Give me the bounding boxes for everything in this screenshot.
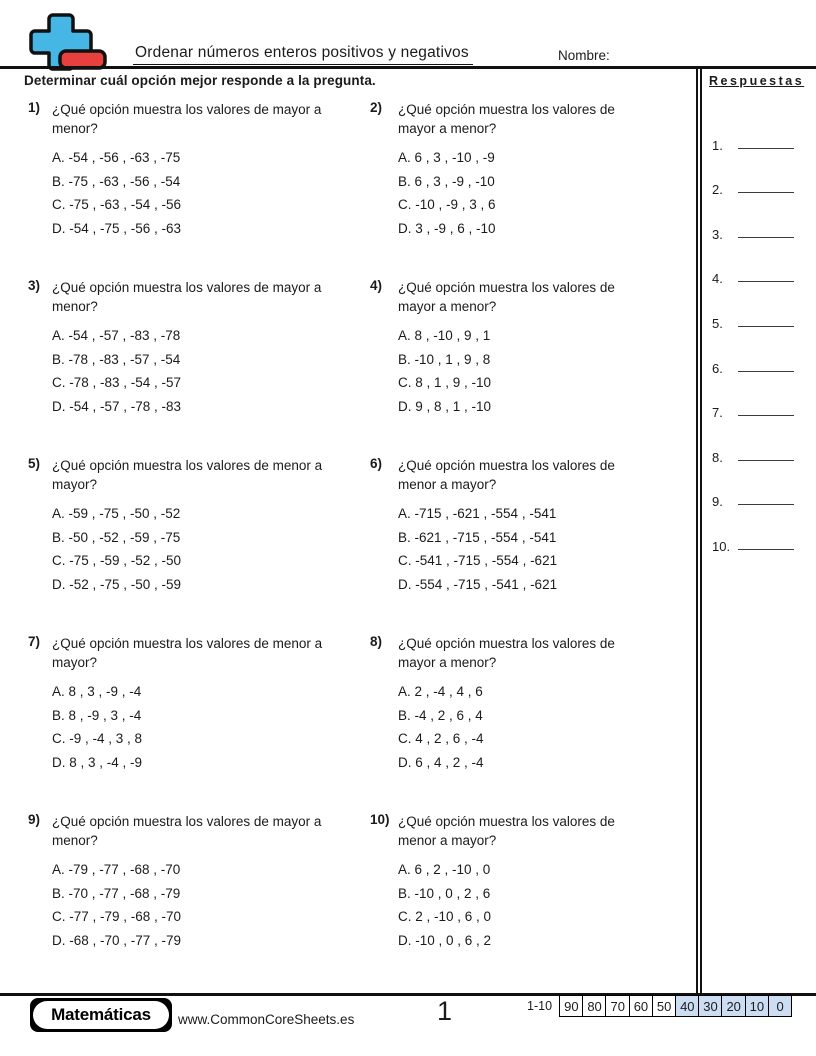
sidebar-divider <box>696 69 702 993</box>
question <box>0 100 345 278</box>
answer-option: D. -554 , -715 , -541 , -621 <box>398 576 558 592</box>
question-number: 3) <box>28 278 41 293</box>
question <box>0 278 345 456</box>
question <box>0 634 345 812</box>
question-prompt: ¿Qué opción muestra los valores de menor a mayor? <box>52 458 323 492</box>
question-options <box>398 502 697 596</box>
answer-slot-number: 8. <box>712 449 723 465</box>
question <box>0 812 345 990</box>
question-prompt: ¿Qué opción muestra los valores de mayor a menor? <box>398 280 615 314</box>
answer-option: D. 8 , 3 , -4 , -9 <box>52 754 143 770</box>
brand-label: Matemáticas <box>33 1001 169 1029</box>
answer-slot <box>703 376 816 421</box>
question-options <box>398 324 697 418</box>
score-cell: 60 <box>629 995 654 1017</box>
question-prompt: ¿Qué opción muestra los valores de mayor a menor? <box>52 102 322 136</box>
score-table <box>527 995 792 1017</box>
answer-slot <box>703 465 816 510</box>
answer-option: B. -10 , 0 , 2 , 6 <box>398 885 491 901</box>
question-number: 6) <box>370 456 383 471</box>
answer-option: B. 6 , 3 , -9 , -10 <box>398 173 495 189</box>
answer-option: A. 8 , -10 , 9 , 1 <box>398 328 491 343</box>
answer-option: A. -54 , -57 , -83 , -78 <box>52 328 181 343</box>
answer-option: A. 2 , -4 , 4 , 6 <box>398 684 483 699</box>
answer-option: A. -54 , -56 , -63 , -75 <box>52 150 181 165</box>
answer-blank[interactable] <box>738 281 794 282</box>
answer-option: C. -541 , -715 , -554 , -621 <box>398 553 558 569</box>
answer-option: C. -9 , -4 , 3 , 8 <box>52 731 143 747</box>
answer-blank[interactable] <box>738 192 794 193</box>
answer-option: D. 3 , -9 , 6 , -10 <box>398 220 496 236</box>
question-number: 9) <box>28 812 41 827</box>
answer-blank[interactable] <box>738 326 794 327</box>
answer-blank[interactable] <box>738 415 794 416</box>
score-cells <box>559 995 792 1017</box>
answer-slot <box>703 286 816 331</box>
answer-option: D. 6 , 4 , 2 , -4 <box>398 754 484 770</box>
answer-option: C. 8 , 1 , 9 , -10 <box>398 375 492 391</box>
question-prompt: ¿Qué opción muestra los valores de menor a mayor? <box>398 458 615 492</box>
score-cell: 40 <box>675 995 700 1017</box>
answer-slot-number: 2. <box>712 182 723 198</box>
answer-option: A. 6 , 3 , -10 , -9 <box>398 150 495 165</box>
name-label: Nombre: <box>558 48 610 63</box>
answer-blank[interactable] <box>738 371 794 372</box>
answer-blank[interactable] <box>738 237 794 238</box>
question-prompt: ¿Qué opción muestra los valores de menor a mayor? <box>398 814 615 848</box>
answer-slot <box>703 331 816 376</box>
score-cell: 90 <box>559 995 584 1017</box>
answer-option: B. 8 , -9 , 3 , -4 <box>52 707 142 723</box>
answer-option: B. -621 , -715 , -554 , -541 <box>398 529 557 545</box>
page-number: 1 <box>437 996 453 1026</box>
answer-slot-number: 7. <box>712 405 723 421</box>
answer-slots <box>703 108 816 554</box>
score-cell: 70 <box>605 995 630 1017</box>
plus-minus-logo <box>26 13 130 71</box>
questions-area <box>0 69 697 993</box>
answer-slot-number: 5. <box>712 315 723 331</box>
answer-option: B. -78 , -83 , -57 , -54 <box>52 351 181 367</box>
answer-option: C. -10 , -9 , 3 , 6 <box>398 197 496 213</box>
answers-panel <box>703 69 816 993</box>
answer-slot-number: 10. <box>712 538 731 554</box>
answer-blank[interactable] <box>738 549 794 550</box>
brand-badge <box>30 998 172 1032</box>
answer-slot-number: 6. <box>712 360 723 376</box>
answer-option: D. -52 , -75 , -50 , -59 <box>52 576 182 592</box>
questions-grid <box>0 100 697 990</box>
answers-panel-title: Respuestas <box>709 74 805 88</box>
answer-slot <box>703 197 816 242</box>
question-prompt: ¿Qué opción muestra los valores de mayor a menor? <box>52 814 322 848</box>
answer-option: D. -68 , -70 , -77 , -79 <box>52 932 182 948</box>
website-url: www.CommonCoreSheets.es <box>178 1012 355 1027</box>
answer-option: C. 4 , 2 , 6 , -4 <box>398 731 484 747</box>
answer-option: A. -59 , -75 , -50 , -52 <box>52 506 181 521</box>
answer-option: D. 9 , 8 , 1 , -10 <box>398 398 492 414</box>
question <box>0 456 345 634</box>
answer-blank[interactable] <box>738 148 794 149</box>
question-prompt: ¿Qué opción muestra los valores de mayor a menor? <box>398 102 615 136</box>
answer-option: D. -54 , -75 , -56 , -63 <box>52 220 182 236</box>
question-number: 1) <box>28 100 41 115</box>
answer-option: B. -4 , 2 , 6 , 4 <box>398 707 483 723</box>
question-options <box>52 680 345 774</box>
question-options <box>398 146 697 240</box>
question-number: 10) <box>370 812 390 827</box>
question <box>345 278 697 456</box>
answer-option: D. -54 , -57 , -78 , -83 <box>52 398 182 414</box>
answer-slot <box>703 420 816 465</box>
question <box>345 100 697 278</box>
score-cell: 20 <box>721 995 746 1017</box>
answer-blank[interactable] <box>738 504 794 505</box>
answer-slot-number: 9. <box>712 494 723 510</box>
answer-slot-number: 3. <box>712 226 723 242</box>
score-range-label: 1-10 <box>527 999 553 1013</box>
answer-option: B. -50 , -52 , -59 , -75 <box>52 529 181 545</box>
answer-blank[interactable] <box>738 460 794 461</box>
instruction-text: Determinar cuál opción mejor responde a la pregunta. <box>24 73 376 88</box>
answer-option: A. 6 , 2 , -10 , 0 <box>398 862 491 877</box>
question-number: 8) <box>370 634 383 649</box>
score-cell: 80 <box>582 995 607 1017</box>
answer-option: A. 8 , 3 , -9 , -4 <box>52 684 142 699</box>
answer-option: B. -10 , 1 , 9 , 8 <box>398 351 491 367</box>
question-prompt: ¿Qué opción muestra los valores de menor a mayor? <box>52 636 323 670</box>
question-prompt: ¿Qué opción muestra los valores de mayor a menor? <box>398 636 615 670</box>
question <box>345 634 697 812</box>
question-number: 2) <box>370 100 383 115</box>
score-cell: 30 <box>698 995 723 1017</box>
answer-option: C. -75 , -63 , -54 , -56 <box>52 197 182 213</box>
answer-option: C. -77 , -79 , -68 , -70 <box>52 909 182 925</box>
answer-slot <box>703 509 816 554</box>
question-prompt: ¿Qué opción muestra los valores de mayor a menor? <box>52 280 322 314</box>
question-options <box>398 858 697 952</box>
answer-option: C. 2 , -10 , 6 , 0 <box>398 909 492 925</box>
answer-slot-number: 4. <box>712 271 723 287</box>
answer-slot <box>703 108 816 153</box>
score-cell: 10 <box>745 995 770 1017</box>
answer-option: B. -70 , -77 , -68 , -79 <box>52 885 181 901</box>
question-options <box>52 324 345 418</box>
answer-option: C. -78 , -83 , -54 , -57 <box>52 375 182 391</box>
question-number: 4) <box>370 278 383 293</box>
answer-slot <box>703 242 816 287</box>
answer-option: A. -715 , -621 , -554 , -541 <box>398 506 557 521</box>
page-title: Ordenar números enteros positivos y negativos <box>133 44 473 65</box>
score-cell: 0 <box>768 995 793 1017</box>
answer-slot <box>703 153 816 198</box>
question <box>345 456 697 634</box>
question-number: 7) <box>28 634 41 649</box>
question-options <box>52 146 345 240</box>
question-options <box>52 858 345 952</box>
question-options <box>398 680 697 774</box>
answer-option: A. -79 , -77 , -68 , -70 <box>52 862 181 877</box>
score-cell: 50 <box>652 995 677 1017</box>
answer-option: D. -10 , 0 , 6 , 2 <box>398 932 492 948</box>
question <box>345 812 697 990</box>
question-options <box>52 502 345 596</box>
answer-option: B. -75 , -63 , -56 , -54 <box>52 173 181 189</box>
answer-option: C. -75 , -59 , -52 , -50 <box>52 553 182 569</box>
question-number: 5) <box>28 456 41 471</box>
answer-slot-number: 1. <box>712 137 723 153</box>
